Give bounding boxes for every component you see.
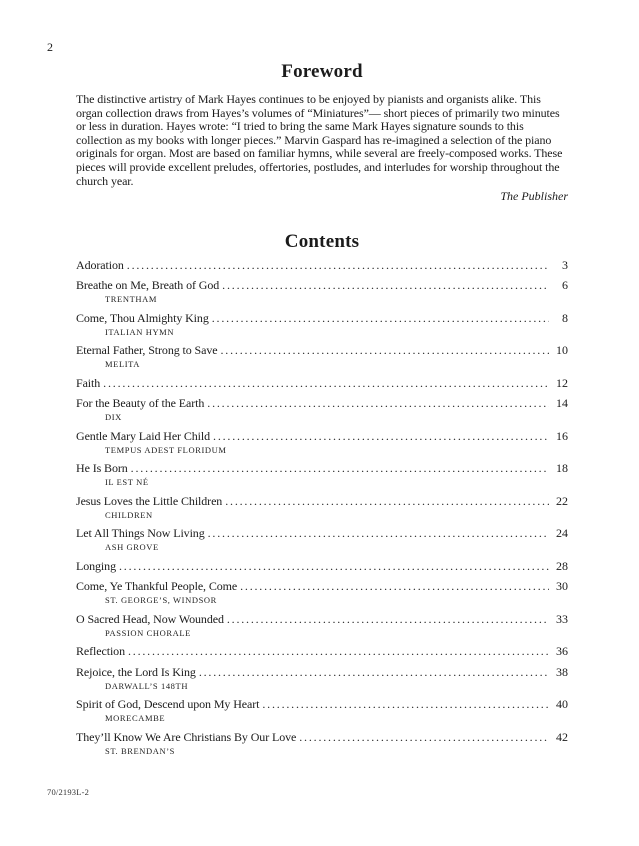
toc-row [76,612,568,627]
toc-entry-tune: TEMPUS ADEST FLORIDUM [105,444,227,455]
toc-entry-title: Spirit of God, Descend upon My Heart [76,697,260,712]
toc-leader-dots [208,526,549,541]
toc-row [76,258,568,273]
toc-row [76,376,568,391]
toc-leader-dots [131,461,549,476]
toc-entry [76,278,568,305]
toc-entry [76,579,568,606]
toc-entry [76,311,568,338]
toc-entry-title: Come, Ye Thankful People, Come [76,579,238,594]
toc-entry-tune: MORECAMBE [105,713,166,724]
toc-row [76,461,568,476]
toc-entry-title: Adoration [76,257,124,272]
toc-leader-dots [227,612,549,627]
toc-entry-page: 3 [562,257,568,272]
toc-entry-title: Rejoice, the Lord Is King [76,664,196,679]
toc-entry-tune: ST. BRENDAN’S [105,745,175,756]
toc-row [76,343,568,358]
toc-leader-dots [240,579,549,594]
toc-row [76,644,568,659]
toc-row [76,311,568,326]
toc-leader-dots [207,396,549,411]
toc-entry-tune: DIX [105,412,122,423]
toc-entry [76,429,568,456]
publisher-signature: The Publisher [500,189,568,204]
toc-entry-tune: IL EST NÉ [105,477,149,488]
toc-entry [76,396,568,423]
contents-heading: Contents [284,230,360,252]
page-content [76,62,568,762]
toc-entry-title: Let All Things Now Living [76,526,205,541]
toc-entry-page: 22 [556,493,568,508]
toc-entry-page: 10 [556,343,568,358]
toc-leader-dots [119,559,549,574]
toc-leader-dots [128,644,549,659]
toc-entry-page: 36 [556,644,568,659]
toc-entry-tune: TRENTHAM [105,294,158,305]
toc-entry [76,494,568,521]
toc-entry-tune: ST. GEORGE’S, WINDSOR [105,595,217,606]
toc-entry-page: 40 [556,697,568,712]
toc-entry-page: 6 [562,278,568,293]
toc-entry [76,697,568,724]
toc-leader-dots [262,697,549,712]
toc-entry [76,343,568,370]
toc-entry [76,526,568,553]
toc-entry-title: Reflection [76,644,125,659]
toc-entry-page: 12 [556,375,568,390]
toc-row [76,429,568,444]
toc-entry-tune: ITALIAN HYMN [105,326,175,337]
toc-entry-page: 28 [556,558,568,573]
toc-entry-page: 24 [556,526,568,541]
toc-row [76,559,568,574]
toc-entry [76,612,568,639]
catalog-number: 70/2193L-2 [47,787,90,797]
toc-leader-dots [212,311,549,326]
toc-leader-dots [225,494,549,509]
toc-entry-page: 8 [562,310,568,325]
toc-entry-tune: ASH GROVE [105,542,159,553]
toc-row [76,579,568,594]
toc-entry-page: 30 [556,579,568,594]
toc-leader-dots [127,258,549,273]
toc-row [76,730,568,745]
toc-entry-title: For the Beauty of the Earth [76,396,205,411]
toc-entry-page: 14 [556,396,568,411]
foreword-paragraph: The distinctive artistry of Mark Hayes continues to be enjoyed by pianists and organists alike. This organ collection draws from Hayes’s volumes of “Miniatures”— short pieces of primarily two minutes or less in duration. Hayes wrote: “I tried to bring the same Mark Hayes signature sounds to this collection as my books with longer pieces.” Marvin Gaspard has re-imagined a selection of the piano originals for organ. Most are based on familiar hymns, while several are freely-composed works. These pieces will provide excellent preludes, offertories, postludes, and interludes for worship throughout the church year. [76,92,563,188]
table-of-contents [76,258,568,757]
toc-entry-tune: DARWALL’S 148TH [105,680,189,691]
toc-entry-title: Breathe on Me, Breath of God [76,278,220,293]
toc-entry [76,461,568,488]
toc-row [76,396,568,411]
toc-entry-title: O Sacred Head, Now Wounded [76,611,224,626]
toc-leader-dots [103,376,549,391]
toc-entry-page: 16 [556,428,568,443]
toc-entry-title: Eternal Father, Strong to Save [76,343,218,358]
toc-entry-page: 38 [556,664,568,679]
toc-entry-title: Longing [76,558,116,573]
toc-entry-title: He Is Born [76,461,128,476]
toc-row [76,494,568,509]
toc-entry-tune: MELITA [105,359,141,370]
foreword-heading: Foreword [281,61,363,82]
toc-entry-tune: CHILDREN [105,509,153,520]
toc-entry-title: Gentle Mary Laid Her Child [76,428,211,443]
toc-entry [76,258,568,273]
toc-entry-title: Faith [76,375,101,390]
toc-row [76,526,568,541]
toc-entry [76,730,568,757]
toc-entry-page: 18 [556,461,568,476]
toc-leader-dots [222,278,549,293]
toc-leader-dots [299,730,549,745]
toc-entry-title: Come, Thou Almighty King [76,310,209,325]
toc-leader-dots [221,343,550,358]
toc-entry [76,559,568,574]
toc-row [76,697,568,712]
toc-row [76,278,568,293]
toc-entry-page: 33 [556,611,568,626]
toc-entry [76,665,568,692]
toc-entry-title: Jesus Loves the Little Children [76,493,223,508]
toc-entry-page: 42 [556,729,568,744]
toc-leader-dots [199,665,549,680]
toc-entry-title: They’ll Know We Are Christians By Our Love [76,729,297,744]
page-number: 2 [47,40,53,54]
toc-row [76,665,568,680]
toc-entry-tune: PASSION CHORALE [105,627,191,638]
toc-entry [76,644,568,659]
toc-entry [76,376,568,391]
toc-leader-dots [213,429,549,444]
